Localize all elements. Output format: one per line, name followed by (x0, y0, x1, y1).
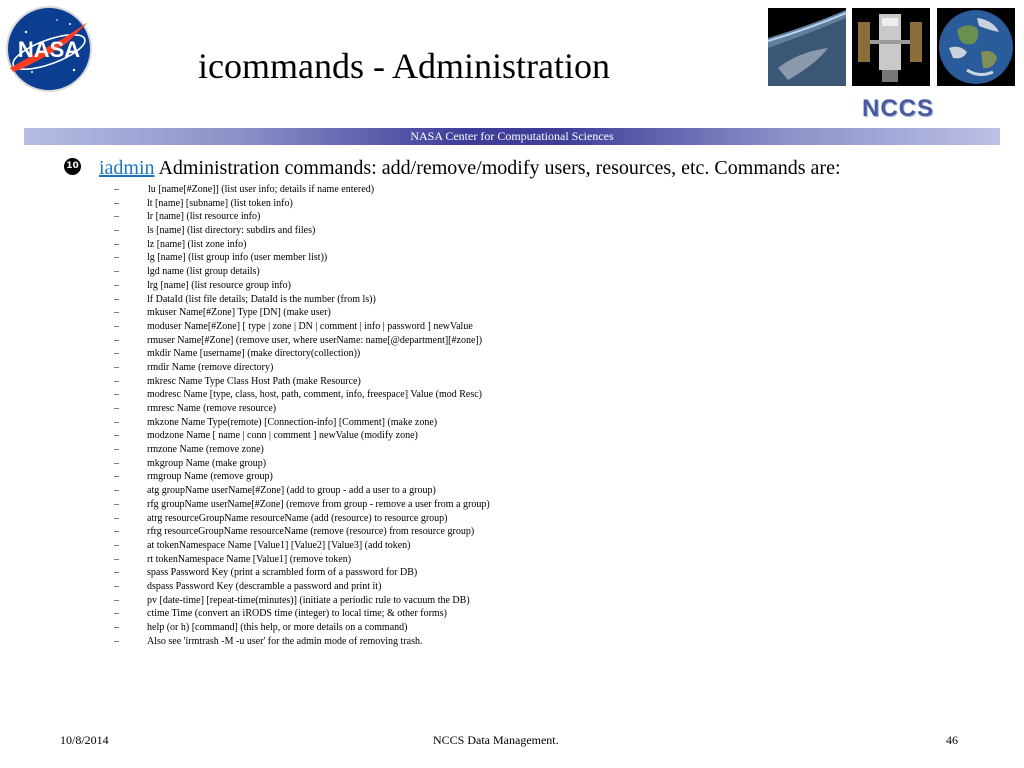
earth-horizon-image (768, 8, 846, 86)
list-item: – rt tokenNamespace Name [Value1] (remove token) (114, 553, 352, 565)
list-item: – mkdir Name [username] (make directory(collection)) (114, 348, 361, 360)
header-banner: NASA Center for Computational Sciences (24, 128, 1000, 145)
list-item: – help (or h) [command] (this help, or more details on a command) (114, 622, 408, 633)
list-item: – rmgroup Name (remove group) (114, 471, 273, 483)
list-item: – mkresc Name Type Class Host Path (make Resource) (114, 375, 361, 387)
earth-globe-image (937, 8, 1015, 86)
list-item: – rmzone Name (remove zone) (114, 444, 264, 456)
list-item: – dspass Password Key (descramble a password and print it) (114, 580, 382, 592)
list-item: – mkgroup Name (make group) (114, 457, 267, 469)
list-item: – ls [name] (list directory: subdirs and files) (114, 225, 316, 237)
list-item: – lr [name] (list resource info) (114, 211, 261, 223)
list-item: – lgd name (list group details) (114, 266, 260, 278)
list-item: – Also see 'irmtrash -M -u user' for the admin mode of removing trash. (114, 635, 423, 647)
nasa-logo (2, 2, 96, 96)
list-item: – at tokenNamespace Name [Value1] [Value2] [Value3] (add token) (114, 539, 411, 551)
list-item: – ctime Time (convert an iRODS time (integer) to local time; & other forms) (114, 608, 447, 620)
list-item: – atg groupName userName[#Zone] (add to group - add a user to a group) (114, 485, 436, 497)
list-item: – rmresc Name (remove resource) (114, 403, 277, 414)
list-item: – spass Password Key (print a scrambled form of a password for DB) (114, 567, 418, 579)
list-item: – rfrg resourceGroupName resourceName (remove (resource) from resource group) (114, 526, 475, 538)
list-item: – moduser Name[#Zone] [ type | zone | DN | comment | info | password ] newValue (114, 320, 473, 332)
list-item: – modresc Name [type, class, host, path, comment, info, freespace] Value (mod Resc) (114, 389, 482, 401)
list-item: – lf DataId (list file details; DataId is the number (from ls)) (114, 293, 376, 305)
list-item: – lu [name[#Zone]] (list user info; details if name entered) (114, 184, 375, 195)
numbered-bullet-icon: 10 (64, 158, 81, 175)
list-item: – lrg [name] (list resource group info) (114, 279, 291, 291)
page-number: 46 (946, 733, 958, 747)
list-item: – pv [date-time] [repeat-time(minutes)] (initiate a periodic rule to vacuum the DB) (114, 594, 470, 606)
list-item: – rfg groupName userName[#Zone] (remove from group - remove a user from a group) (114, 498, 490, 510)
list-item: – lz [name] (list zone info) (114, 238, 247, 250)
list-item: – atrg resourceGroupName resourceName (add (resource) to resource group) (114, 512, 448, 524)
iadmin-link[interactable]: iadmin (99, 157, 155, 179)
page-title: icommands - Administration (198, 46, 610, 86)
main-bullet-text (99, 155, 841, 181)
list-item: – lg [name] (list group info (user member list)) (114, 252, 328, 264)
list-item: – rmdir Name (remove directory) (114, 361, 274, 373)
list-item: – mkuser Name[#Zone] Type [DN] (make user) (114, 307, 331, 319)
svg-text:NASA: NASA (17, 37, 81, 62)
main-bullet-description: Administration commands: add/remove/modify users, resources, etc. Commands are: (154, 157, 841, 179)
command-list (110, 183, 490, 648)
list-item: – mkzone Name Type(remote) [Connection-info] [Comment] (make zone) (114, 416, 438, 428)
footer-date: 10/8/2014 (60, 733, 109, 747)
list-item: – modzone Name [ name | conn | comment ] newValue (modify zone) (114, 430, 418, 442)
nccs-logo: NCCS (862, 95, 935, 122)
list-item: – lt [name] [subname] (list token info) (114, 197, 293, 209)
telescope-image (852, 8, 930, 86)
list-item: – rmuser Name[#Zone] (remove user, where userName: name[@department][#zone]) (114, 334, 483, 346)
footer-title: NCCS Data Management. (433, 733, 559, 747)
